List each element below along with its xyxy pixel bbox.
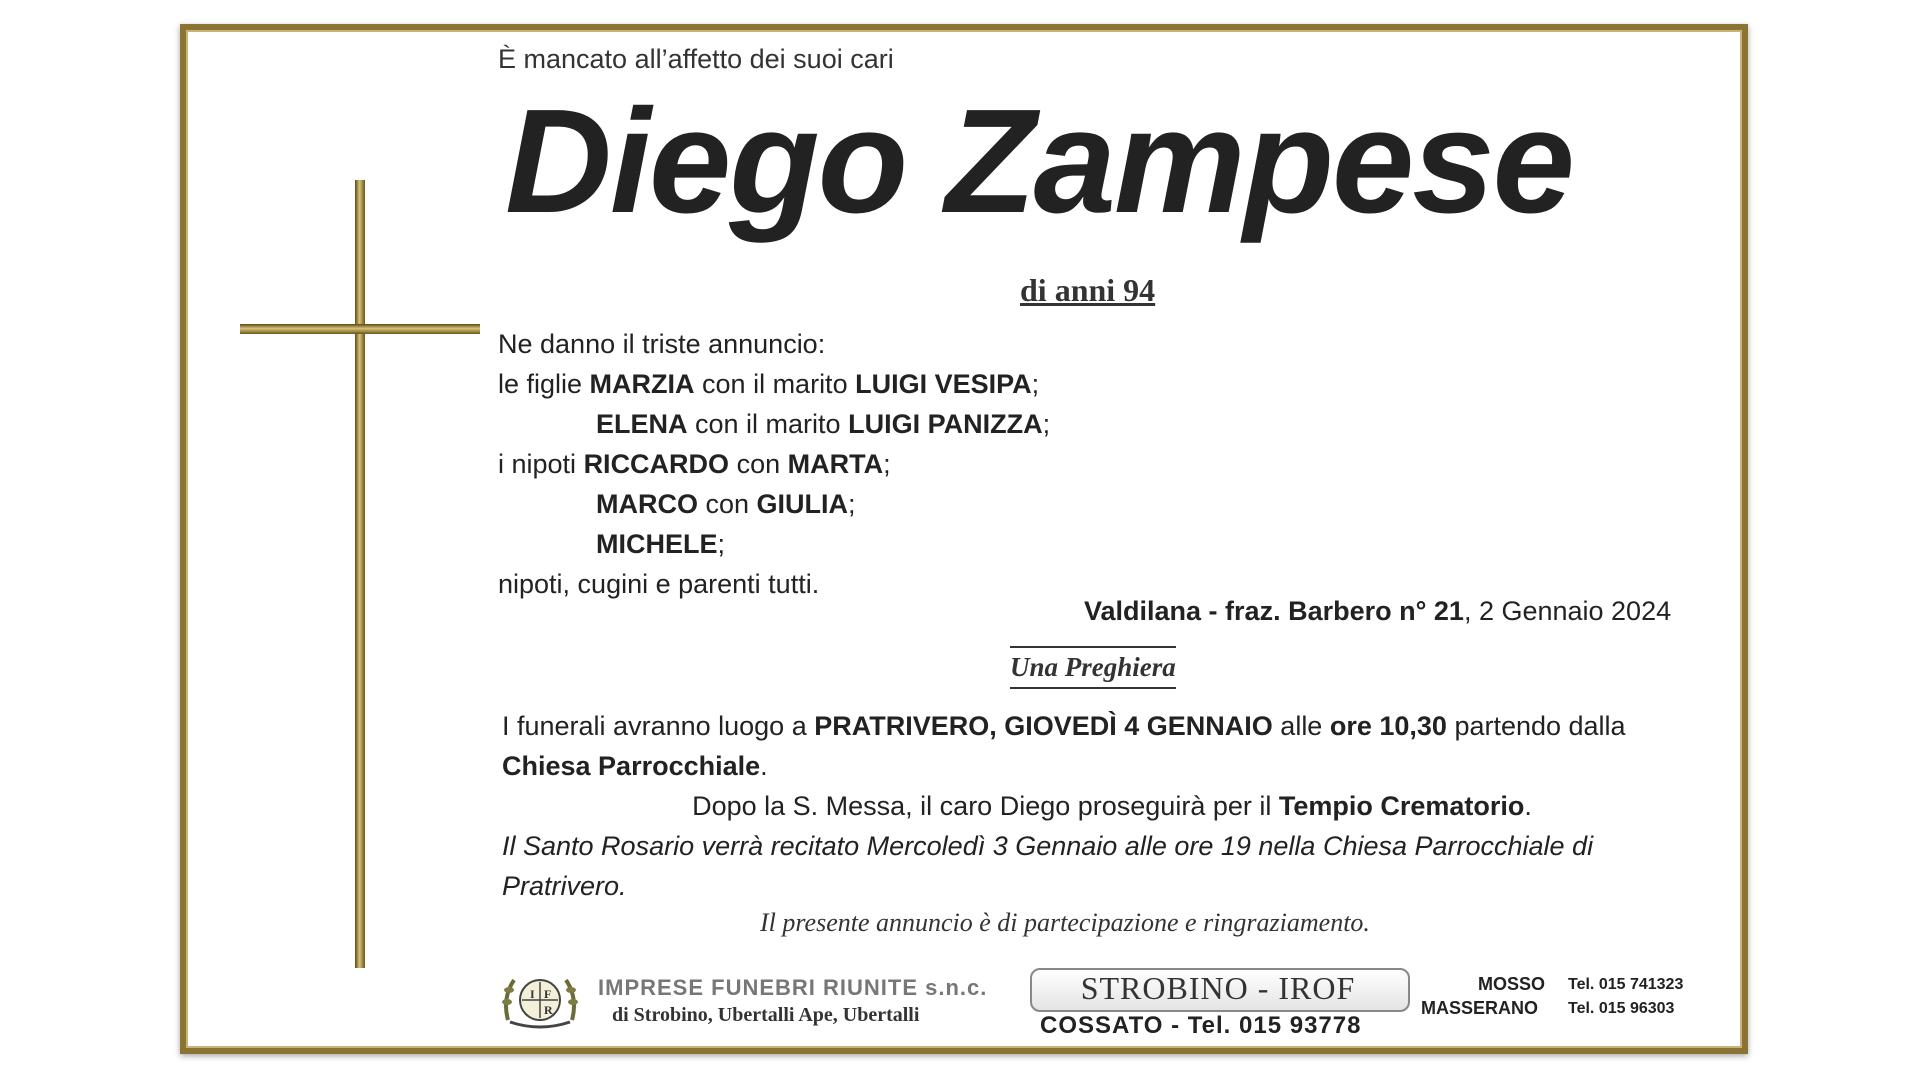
strobino-name: STROBINO - IROF <box>1080 970 1356 1006</box>
logo-letter-r: R <box>544 1003 553 1017</box>
intro-text: È mancato all’affetto dei suoi cari <box>498 44 894 74</box>
ifr-laurel-logo <box>500 970 580 1032</box>
funeral-line-2: Chiesa Parrocchiale. <box>502 751 768 781</box>
funeral-line-1: I funerali avranno luogo a PRATRIVERO, GIOVEDÌ 4 GENNAIO alle ore 10,30 partendo dalla <box>502 711 1626 741</box>
place-date: Valdilana - fraz. Barbero n° 21, 2 Gennaio 2024 <box>1084 596 1672 626</box>
masserano-phone: Tel. 015 96303 <box>1568 1000 1675 1017</box>
announce-line-4: i nipoti RICCARDO con MARTA; <box>498 449 891 479</box>
mosso-phone: Tel. 015 741323 <box>1568 976 1684 993</box>
announce-line-6: MICHELE; <box>596 529 726 559</box>
announce-line-2: le figlie MARZIA con il marito LUIGI VESIPA; <box>498 369 1040 399</box>
cross-icon <box>355 180 365 968</box>
announce-line-5: MARCO con GIULIA; <box>596 489 856 519</box>
rosary-line-2: Pratrivero. <box>502 871 627 901</box>
closing-text: Il presente annuncio è di partecipazione e ringraziamento. <box>760 908 1370 937</box>
logo-letter-i: I <box>530 987 535 1001</box>
announce-line-3: ELENA con il marito LUIGI PANIZZA; <box>596 409 1051 439</box>
prayer-text: Una Preghiera <box>1010 646 1176 689</box>
deceased-name: Diego Zampese <box>505 79 1573 244</box>
cross-arm <box>240 324 480 334</box>
logo-letter-f: F <box>544 987 552 1001</box>
announce-line-7: nipoti, cugini e parenti tutti. <box>498 569 820 599</box>
mosso-label: MOSSO <box>1478 974 1546 994</box>
rosary-line-1: Il Santo Rosario verrà recitato Mercoledì 3 Gennaio alle ore 19 nella Chiesa Parrocchiale di <box>502 831 1594 861</box>
ifr-company-name: IMPRESE FUNEBRI RIUNITE s.n.c. <box>598 975 988 1000</box>
masserano-label: MASSERANO <box>1421 998 1539 1018</box>
funeral-line-3: Dopo la S. Messa, il caro Diego proseguirà per il Tempio Crematorio. <box>692 791 1532 821</box>
age-text: di anni 94 <box>1020 272 1156 308</box>
cossato-phone: COSSATO - Tel. 015 93778 <box>1040 1012 1362 1039</box>
announce-line-1: Ne danno il triste annuncio: <box>498 329 826 359</box>
ifr-company-subtitle: di Strobino, Ubertalli Ape, Ubertalli <box>612 1004 920 1026</box>
